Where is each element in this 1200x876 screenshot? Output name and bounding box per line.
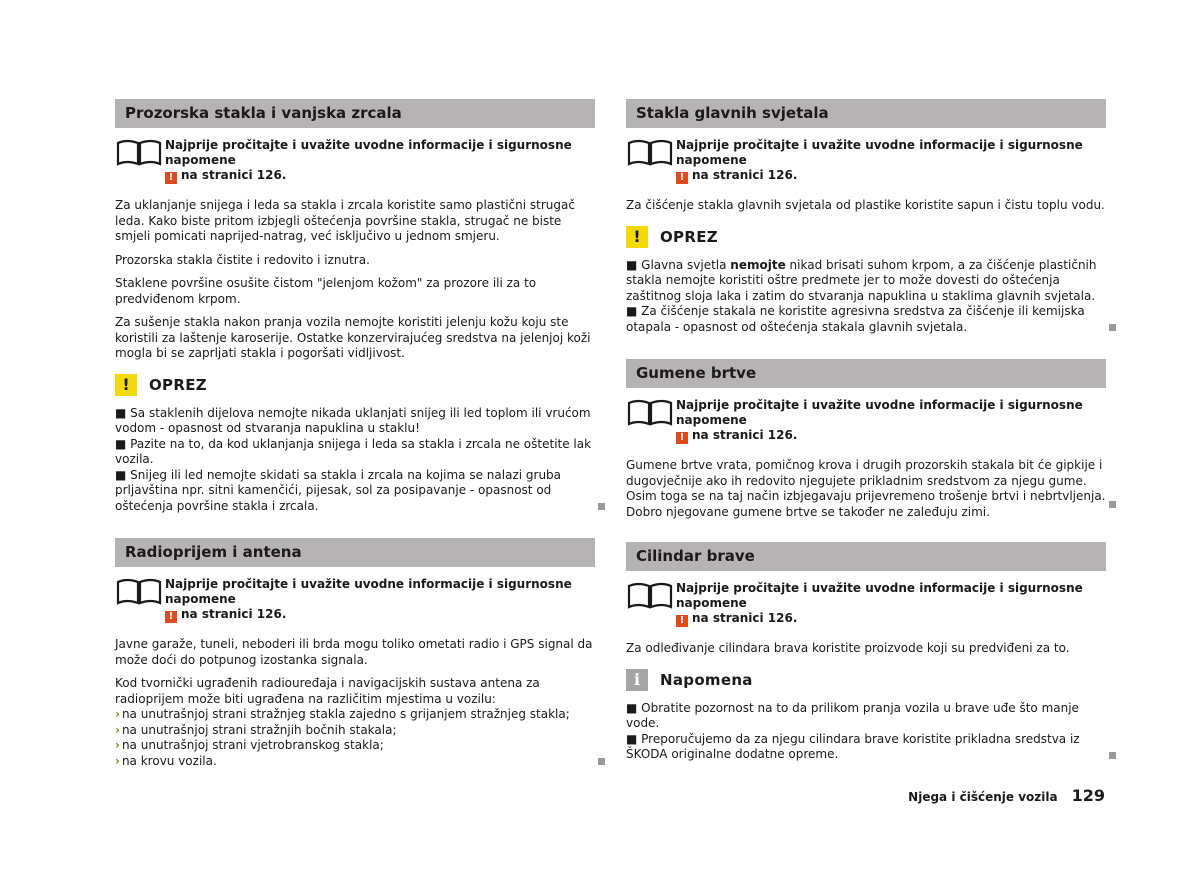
paragraph: Za čišćenje stakla glavnih svjetala od plastike koristite sapun i čistu toplu vodu. (626, 198, 1105, 212)
page-footer (908, 786, 1105, 805)
reference-line: Najprije pročitajte i uvažite uvodne informacije i sigurnosne napomene (165, 138, 572, 167)
left-column (115, 99, 595, 769)
reference-line: Najprije pročitajte i uvažite uvodne informacije i sigurnosne napomene (676, 398, 1083, 427)
warning-item: ■ Glavna svjetla nemojte nikad brisati suhom krpom, a za čišćenje plastičnih stakla nemojte koristiti oštre predmete jer to može dovesti do oštećenja zaštitnog sloja laka i zatim do stvaranja napuklina u staklima glavnih svjetala. (626, 257, 1097, 303)
alert-icon: ! (676, 432, 688, 444)
reference-line: Najprije pročitajte i uvažite uvodne informacije i sigurnosne napomene (676, 581, 1083, 610)
paragraph: Za odleđivanje cilindara brava koristite proizvode koji su predviđeni za to. (626, 641, 1070, 655)
section-title-seals: Gumene brtve (626, 359, 1106, 388)
chevron-right-icon: › (115, 707, 120, 721)
warning-icon: ! (626, 226, 648, 248)
section-end-mark (1109, 501, 1116, 508)
section-end-mark (598, 503, 605, 510)
book-icon (626, 581, 674, 609)
list-item: › na unutrašnjoj strani stražnjih bočnih stakala; (115, 722, 397, 737)
note-list (626, 701, 1106, 763)
paragraph: Staklene površine osušite čistom "jelenjom kožom" za prozore ili za to predviđenom krpom. (115, 276, 537, 306)
reference-line: Najprije pročitajte i uvažite uvodne informacije i sigurnosne napomene (165, 577, 572, 606)
book-icon (626, 398, 674, 426)
page-reference-link[interactable]: na stranici 126. (692, 428, 798, 442)
safety-reference (626, 138, 1106, 184)
info-icon: i (626, 669, 648, 691)
paragraph: Gumene brtve vrata, pomičnog krova i drugih prozorskih stakala bit će gipkije i dugovječnije ako ih redovito njegujete prikladnim sredstvom za njegu gume. Osim toga se na taj način izbjegavaju prijevremeno trošenje brtvi i nebrtvljenja. Dobro njegovane gumene brtve se također ne zaleđuju zimi. (626, 458, 1106, 519)
paragraph: Javne garaže, tuneli, neboderi ili brda mogu toliko ometati radio i GPS signal da može doći do potpunog izostanka signala. (115, 637, 593, 667)
book-icon (626, 138, 674, 166)
safety-reference (115, 138, 595, 184)
paragraph: Prozorska stakla čistite i redovito i iznutra. (115, 252, 370, 267)
paragraph: Za sušenje stakla nakon pranja vozila nemojte koristiti jelenju kožu koju ste koristili za laštenje karoserije. Ostatke konzervirajućeg sredstva na jelenjoj koži mogla bi se zaprljati stakla i pogoršati vidljivost. (115, 315, 591, 360)
section-title-windows: Prozorska stakla i vanjska zrcala (115, 99, 595, 128)
page-reference-link[interactable]: na stranici 126. (181, 607, 287, 621)
chevron-right-icon: › (115, 722, 120, 737)
safety-reference (115, 577, 595, 623)
warning-item: ■ Sa staklenih dijelova nemojte nikada uklanjati snijeg ili led toplom ili vrućom vodom - opasnost od stvaranja napuklina u staklu! (115, 405, 591, 435)
chapter-title: Njega i čišćenje vozila (908, 790, 1058, 804)
paragraph: Za uklanjanje snijega i leda sa stakla i zrcala koristite samo plastični strugač leda. Kako biste pritom izbjegli oštećenja površine stakla, strugač ne biste smjeli pomicati naprijed-natrag, već isključivo u jednom smjeru. (115, 198, 575, 243)
chevron-right-icon: › (115, 738, 120, 752)
warning-list (115, 406, 595, 515)
section-title-headlights: Stakla glavnih svjetala (626, 99, 1106, 128)
reference-line: Najprije pročitajte i uvažite uvodne informacije i sigurnosne napomene (676, 138, 1083, 167)
book-icon (115, 577, 163, 605)
page-reference-link[interactable]: na stranici 126. (692, 611, 798, 625)
alert-icon: ! (676, 172, 688, 184)
page-reference-link[interactable]: na stranici 126. (181, 168, 287, 182)
antena-location-list (115, 707, 595, 769)
paragraph: Kod tvornički ugrađenih radiouređaja i navigacijskih sustava antena za radioprijem može biti ugrađena na različitim mjestima u vozilu: (115, 676, 540, 706)
book-icon (115, 138, 163, 166)
warning-title: OPREZ (660, 227, 718, 246)
section-end-mark (1109, 324, 1116, 331)
section-title-radio: Radioprijem i antena (115, 538, 595, 567)
safety-reference (626, 398, 1106, 444)
warning-header (115, 374, 595, 396)
note-header (626, 669, 1106, 691)
warning-item: ■ Snijeg ili led nemojte skidati sa stakla i zrcala na kojima se nalazi gruba prljavština npr. sitni kamenčići, pijesak, sol za posipavanje - opasnost od oštećenja površine stakla i zrcala. (115, 467, 562, 513)
warning-icon: ! (115, 374, 137, 396)
alert-icon: ! (165, 172, 177, 184)
list-item: › na unutrašnjoj strani vjetrobranskog stakla; (115, 738, 384, 752)
warning-item: ■ Za čišćenje stakala ne koristite agresivna sredstva za čišćenje ili kemijska otapala - opasnost od oštećenja stakala glavnih svjetala. (626, 304, 1085, 334)
warning-list (626, 258, 1106, 336)
note-title: Napomena (660, 670, 753, 689)
warning-header (626, 226, 1106, 248)
warning-title: OPREZ (149, 375, 207, 394)
safety-reference (626, 581, 1106, 627)
section-end-mark (1109, 752, 1116, 759)
alert-icon: ! (676, 615, 688, 627)
alert-icon: ! (165, 611, 177, 623)
section-title-lock-cylinder: Cilindar brave (626, 542, 1106, 571)
chevron-right-icon: › (115, 753, 120, 768)
note-item: ■ Obratite pozornost na to da prilikom pranja vozila u brave uđe što manje vode. (626, 700, 1079, 730)
page-number: 129 (1071, 786, 1105, 805)
page-reference-link[interactable]: na stranici 126. (692, 168, 798, 182)
section-end-mark (598, 758, 605, 765)
note-item: ■ Preporučujemo da za njegu cilindara brave koristite prikladna sredstva iz ŠKODA originalne dodatne opreme. (626, 731, 1080, 761)
right-column (626, 99, 1106, 763)
list-item: › na krovu vozila. (115, 753, 217, 768)
list-item: › na unutrašnjoj strani stražnjeg stakla zajedno s grijanjem stražnjeg stakla; (115, 707, 570, 721)
warning-item: ■ Pazite na to, da kod uklanjanja snijega i leda sa stakla i zrcala ne oštetite lak vozila. (115, 436, 592, 466)
